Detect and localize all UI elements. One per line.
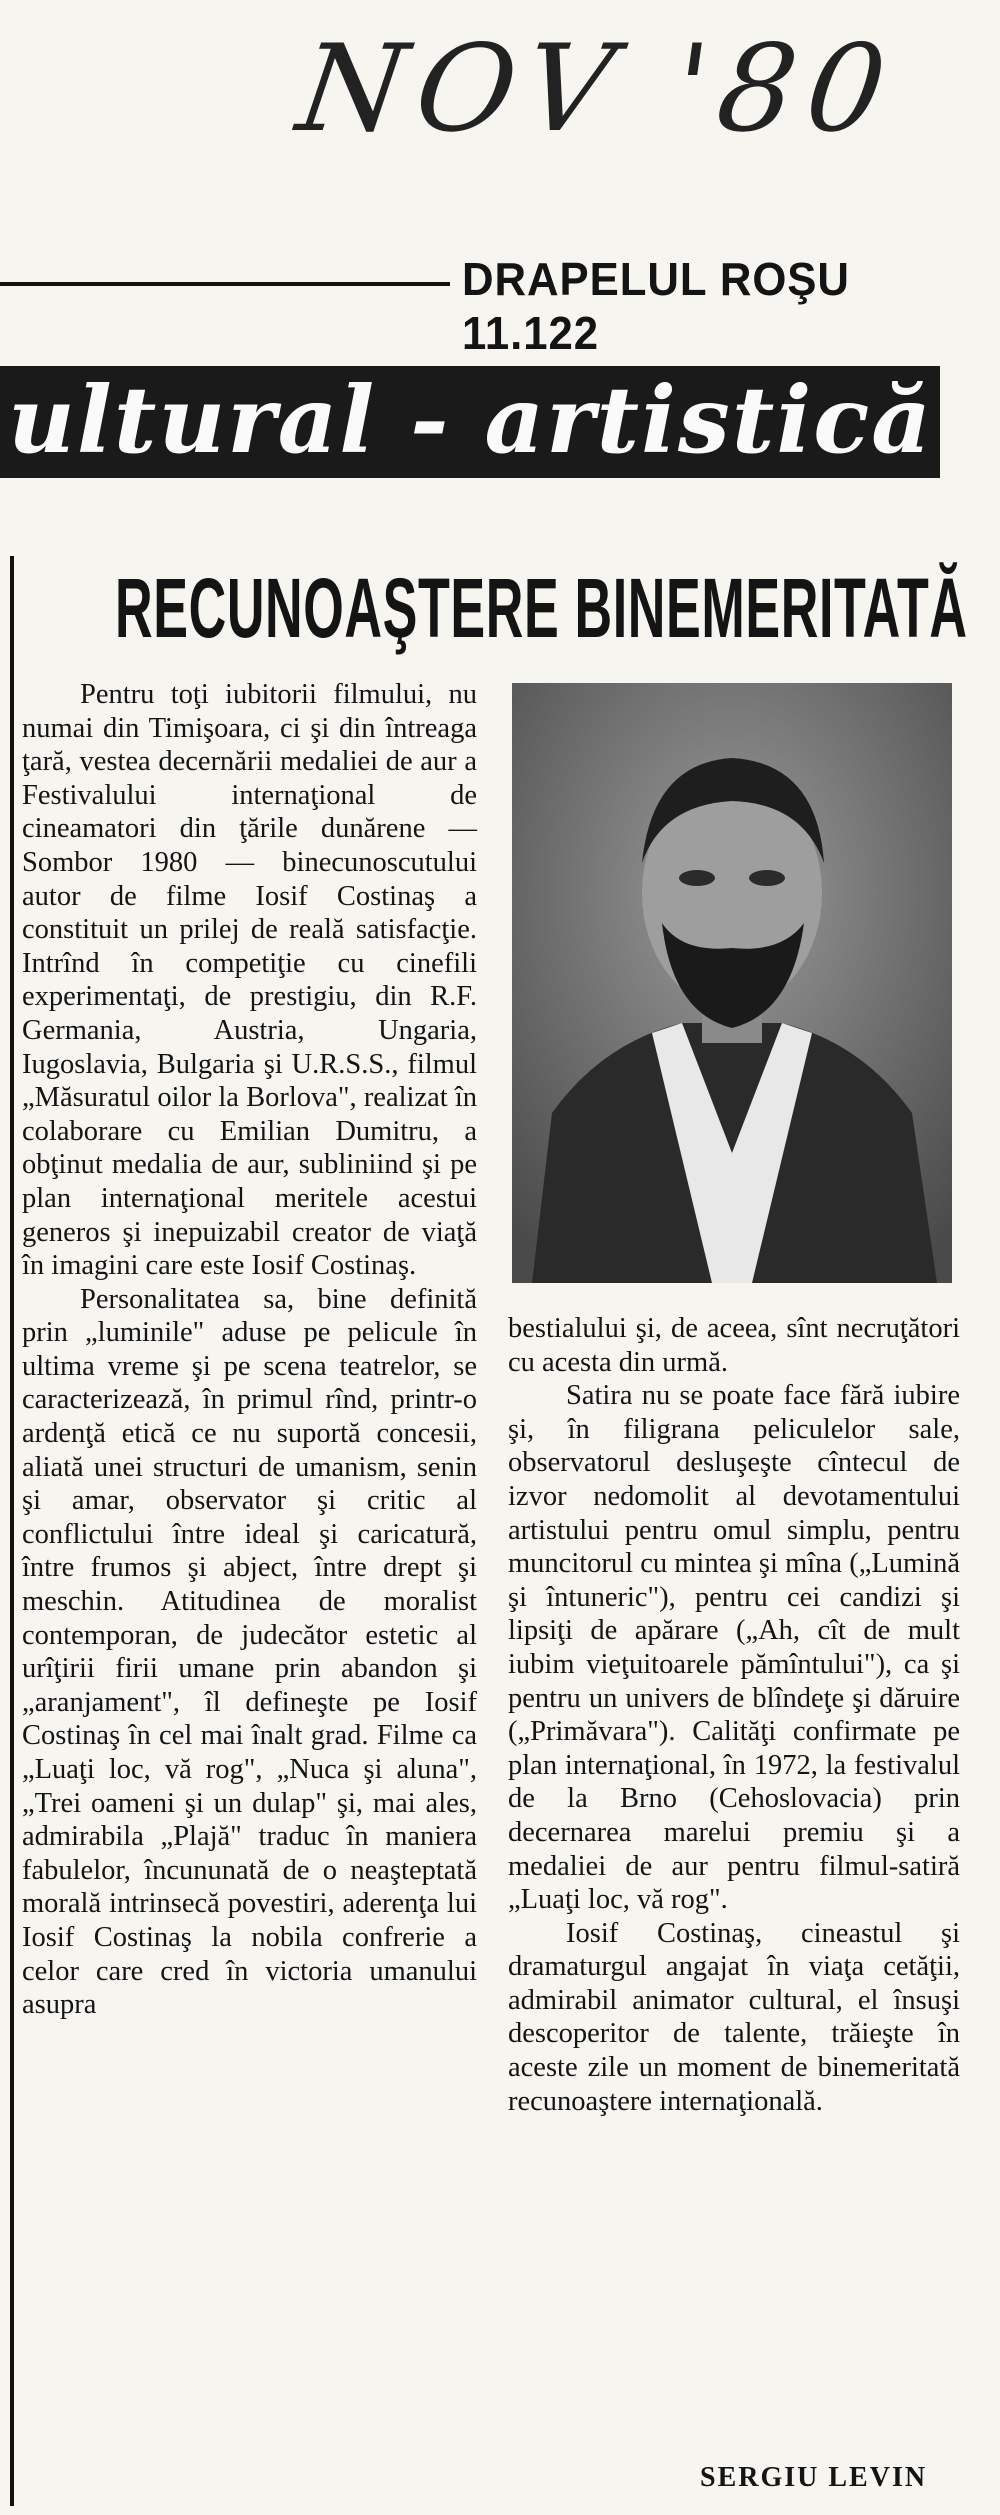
article-paragraph: Iosif Costinaş, cineastul şi dramaturgul angajat în viaţa cetăţii, admirabil animator cultural, el însuşi descoperitor de talente, trăieşte în aceste zile un moment de binemeritată recunoaştere internaţională. [508,1917,960,2117]
article-byline: SERGIU LEVIN [700,2462,928,2493]
column-rule [10,556,14,2506]
section-banner [0,366,940,478]
portrait-photo [512,683,952,1283]
article-column-1 [22,678,477,2478]
masthead-rule [0,282,450,286]
article-paragraph: Personalitatea sa, bine definită prin „luminile" aduse pe pelicule în ultima vreme şi pe scena teatrelor, se caracterizează, în primul rînd, printr-o ardenţă etică ce nu suportă concesii, aliată unei structuri de umanism, senin şi amar, observator şi critic al conflictului între ideal şi caricatură, între frumos şi abject, între drept şi meschin. Atitudinea de moralist contemporan, de judecător estetic al urîţirii firii umane prin abandon şi „aranjament", îl defineşte pe Iosif Costinaş în cel mai înalt grad. Filme ca „Luaţi loc, vă rog", „Nuca şi aluna", „Trei oameni şi un dulap" şi, mai ales, admirabila „Plajă" traduc în maniera fabulelor, încununată de o neaşteptată morală intrinsecă povestiri, aderenţa lui Iosif Costinaş la nobila confrerie a celor care cred în victoria umanului asupra [22,1283,477,2021]
handwritten-date: NOV '80 [290,20,906,159]
newspaper-masthead: DRAPELUL ROŞU 11.122 [462,253,850,359]
article-paragraph: bestialului şi, de aceea, sînt necruţători cu acesta din urmă. [508,1313,960,1378]
article-paragraph: Pentru toţi iubitorii filmului, nu numai din Timişoara, ci şi din întreaga ţară, vestea decernării medaliei de aur a Festivalului internaţional de cineamatori din ţările dunărene — Sombor 1980 — binecunoscutului autor de filme Iosif Costinaş a constituit un prilej de reală satisfacţie. Intrînd în competiţie cu cinefili experimentaţi, de prestigiu, din R.F. Germania, Austria, Ungaria, Iugoslavia, Bulgaria şi U.R.S.S., filmul „Măsuratul oilor la Borlova", realizat în colaborare cu Emilian Dumitru, a obţinut medalia de aur, subliniind şi pe plan internaţional meritele acestui generos şi inepuizabil creator de viaţă în imagini care este Iosif Costinaş. [22,679,477,1282]
article-headline: RECUNOAŞTERE BINEMERITATĂ [115,561,968,655]
article-column-2 [508,1312,960,2432]
portrait-image [512,683,952,1283]
article-paragraph: Satira nu se poate face fără iubire şi, în filigrana peliculelor sale, observatorul desluşeşte cîntecul de izvor nedomolit al devotamentului artistului pentru omul simplu, pentru muncitorul cu mintea şi mîna („Lumină şi întuneric"), pentru cei candizi şi lipsiţi de apărare („Ah, cît de mult iubim vieţuitoarele pămîntului"), ca şi pentru un univers de blîndeţe şi dăruire („Primăvara"). Calităţi confirmate pe plan internaţional, în 1972, la festivalul de la Brno (Cehoslovacia) prin decernarea marelui premiu şi a medaliei de aur pentru filmul-satiră „Luaţi loc, vă rog". [508,1380,960,1916]
section-banner-text: ultural - artistică [8,366,933,474]
